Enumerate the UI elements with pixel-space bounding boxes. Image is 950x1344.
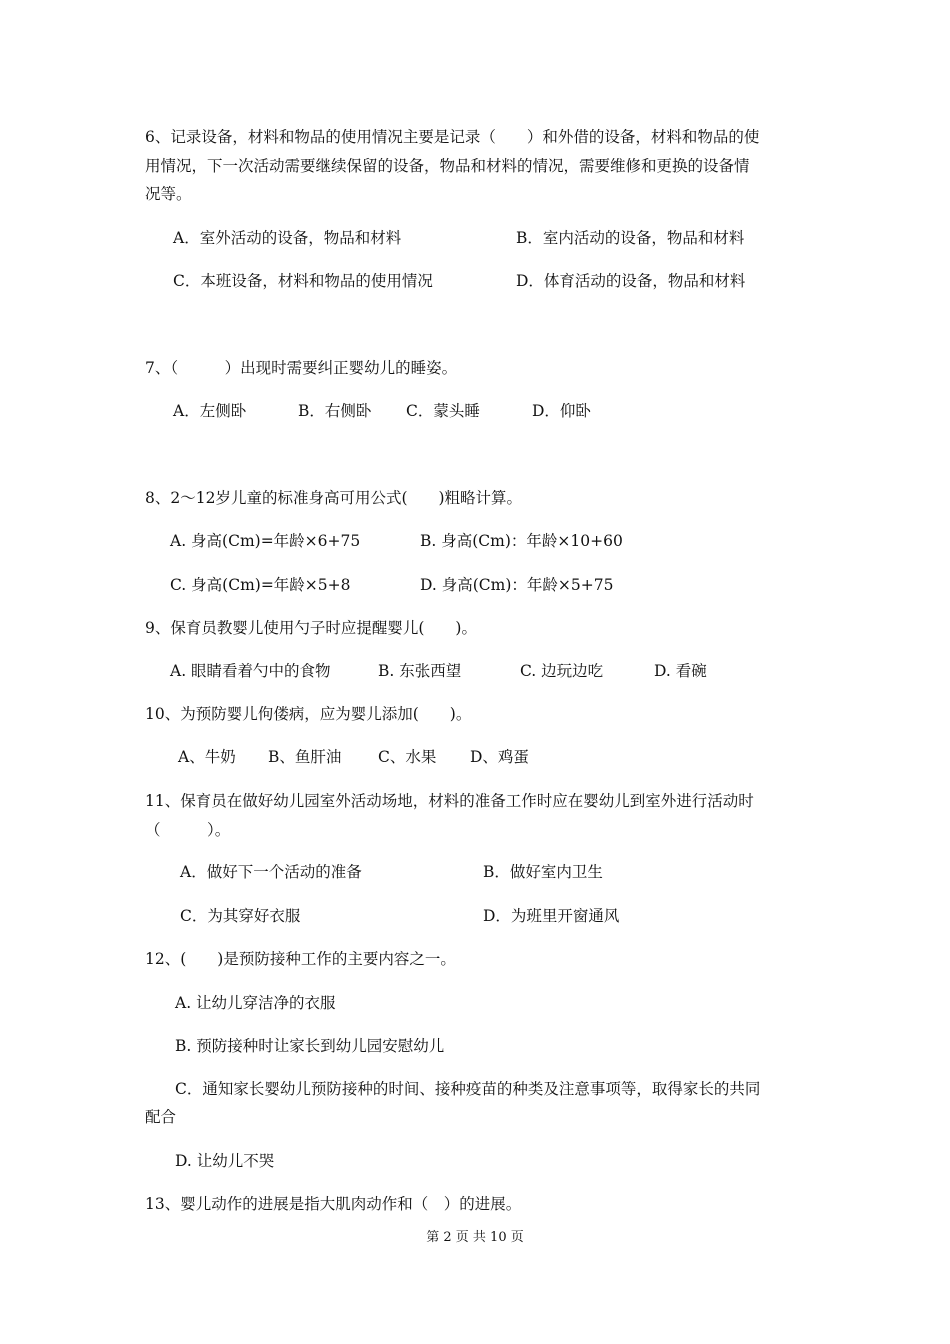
q11-option-c: C．为其穿好衣服 bbox=[180, 907, 301, 925]
q6-option-b: B．室内活动的设备，物品和材料 bbox=[516, 229, 745, 247]
q8-option-d: D. 身高(Cm)：年龄×5+75 bbox=[420, 576, 614, 594]
q10-stem: 10、为预防婴儿佝偻病，应为婴儿添加( )。 bbox=[145, 705, 472, 723]
q6-stem-line1: 6、记录设备，材料和物品的使用情况主要是记录（ ）和外借的设备，材料和物品的使 bbox=[145, 128, 760, 146]
q6-option-c: C．本班设备，材料和物品的使用情况 bbox=[173, 272, 433, 290]
q9-option-a: A. 眼睛看着勺中的食物 bbox=[170, 662, 331, 680]
q7-option-b: B．右侧卧 bbox=[298, 402, 372, 420]
q13-stem: 13、婴儿动作的进展是指大肌肉动作和（ ）的进展。 bbox=[145, 1195, 522, 1213]
q8-stem: 8、2～12岁儿童的标准身高可用公式( )粗略计算。 bbox=[145, 489, 523, 507]
q8-option-b: B. 身高(Cm)：年龄×10+60 bbox=[420, 532, 623, 550]
q12-option-c-line2: 配合 bbox=[145, 1108, 177, 1126]
q6-option-a: A．室外活动的设备，物品和材料 bbox=[173, 229, 402, 247]
q9-option-d: D. 看碗 bbox=[654, 662, 707, 680]
q11-option-d: D．为班里开窗通风 bbox=[483, 907, 620, 925]
q8-option-a: A. 身高(Cm)=年龄×6+75 bbox=[170, 532, 361, 550]
q9-option-b: B. 东张西望 bbox=[378, 662, 462, 680]
q6-option-d: D．体育活动的设备，物品和材料 bbox=[516, 272, 746, 290]
q12-option-c-line1: C．通知家长婴幼儿预防接种的时间、接种疫苗的种类及注意事项等，取得家长的共同 bbox=[175, 1080, 761, 1098]
q6-stem-line3: 况等。 bbox=[145, 185, 192, 203]
q10-option-d: D、鸡蛋 bbox=[470, 748, 529, 766]
q8-option-c: C. 身高(Cm)=年龄×5+8 bbox=[170, 576, 351, 594]
q10-option-a: A、牛奶 bbox=[178, 748, 236, 766]
q12-option-b: B. 预防接种时让家长到幼儿园安慰幼儿 bbox=[175, 1037, 445, 1055]
q12-option-a: A. 让幼儿穿洁净的衣服 bbox=[175, 994, 336, 1012]
q7-option-d: D．仰卧 bbox=[532, 402, 591, 420]
q11-stem-line1: 11、保育员在做好幼儿园室外活动场地，材料的准备工作时应在婴幼儿到室外进行活动时 bbox=[145, 792, 754, 810]
q7-stem: 7、（ ）出现时需要纠正婴幼儿的睡姿。 bbox=[145, 359, 458, 377]
q11-option-b: B．做好室内卫生 bbox=[483, 863, 603, 881]
q7-option-c: C．蒙头睡 bbox=[406, 402, 480, 420]
q11-option-a: A．做好下一个活动的准备 bbox=[180, 863, 362, 881]
q6-stem-line2: 用情况，下一次活动需要继续保留的设备，物品和材料的情况，需要维修和更换的设备情 bbox=[145, 157, 750, 175]
q10-option-b: B、鱼肝油 bbox=[268, 748, 342, 766]
page-number-footer: 第 2 页 共 10 页 bbox=[426, 1230, 524, 1245]
q7-option-a: A．左侧卧 bbox=[173, 402, 247, 420]
q12-option-d: D. 让幼儿不哭 bbox=[175, 1152, 275, 1170]
q12-stem: 12、( )是预防接种工作的主要内容之一。 bbox=[145, 950, 456, 968]
q9-stem: 9、保育员教婴儿使用勺子时应提醒婴儿( )。 bbox=[145, 619, 477, 637]
q9-option-c: C. 边玩边吃 bbox=[520, 662, 604, 680]
q11-stem-line2: （ ）。 bbox=[145, 821, 231, 839]
q10-option-c: C、水果 bbox=[378, 748, 437, 766]
